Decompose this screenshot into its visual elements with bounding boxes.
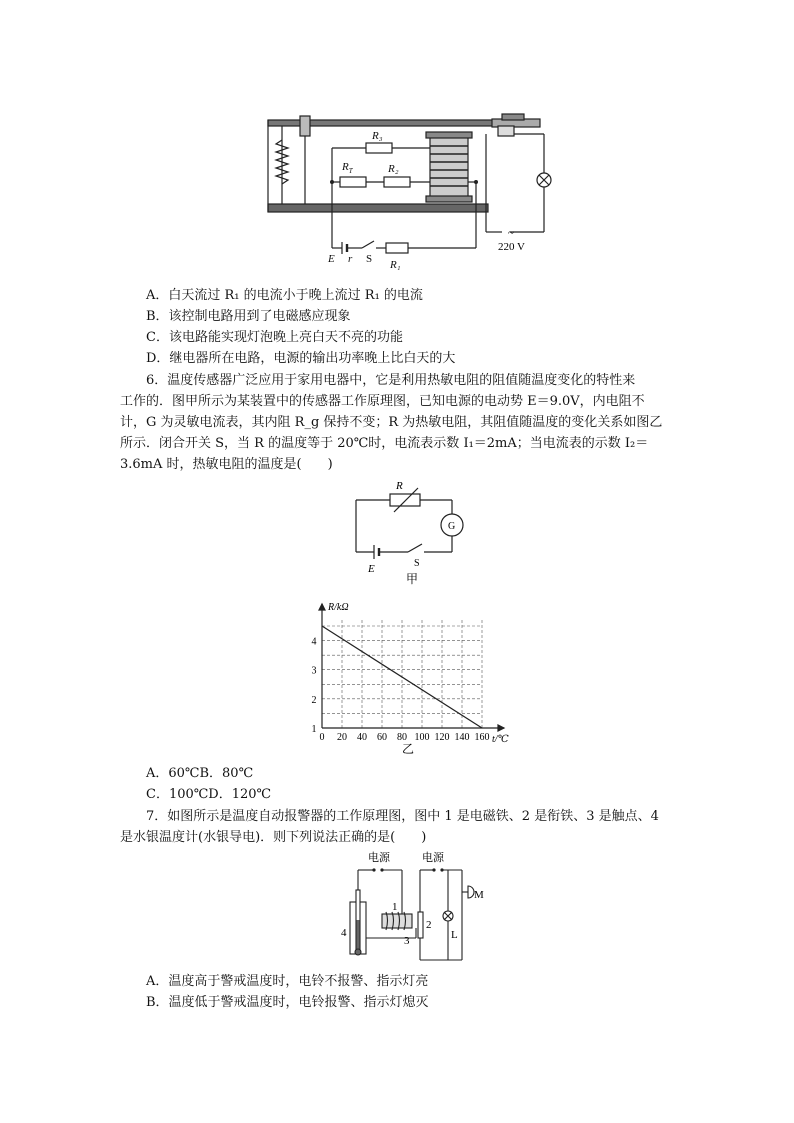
q6-line-2: 工作的．图甲所示为某装置中的传感器工作原理图，已知电源的电动势 E＝9.0V，内电阻不 <box>120 394 645 409</box>
x-tick-label: 80 <box>397 732 407 743</box>
label-power-2: 电源 <box>422 852 444 864</box>
label-g: G <box>448 521 456 532</box>
label-2: 2 <box>426 919 432 931</box>
label-3: 3 <box>404 935 410 947</box>
label-r: R <box>396 480 403 492</box>
x-tick-label: 20 <box>337 732 347 743</box>
q6-stem <box>120 370 680 475</box>
label-m: M <box>474 889 484 901</box>
label-r: r <box>348 253 353 265</box>
chart-caption: 乙 <box>402 742 415 756</box>
x-tick-label: 60 <box>377 732 387 743</box>
q5-option-b: B．该控制电路用到了电磁感应现象 <box>146 309 351 324</box>
y-axis-label: R/kΩ <box>328 602 349 613</box>
label-rt: $R_T$ <box>342 161 353 175</box>
q5-option-c: C．该电路能实现灯泡晚上亮白天不亮的功能 <box>146 330 403 345</box>
q6-line-4: 所示．闭合开关 S，当 R 的温度等于 20℃时，电流表示数 I₁＝2mA；当电流表的示数 I₂＝ <box>120 436 649 451</box>
y-tick-label: 3 <box>311 665 317 677</box>
q7-stem <box>120 806 680 848</box>
label-4: 4 <box>341 927 347 939</box>
y-tick-label: 2 <box>311 694 317 706</box>
label-e: E <box>328 253 335 265</box>
label-r3: R₃ <box>372 130 383 142</box>
relay-circuit-figure <box>262 112 558 274</box>
q6-line-3: 计，G 为灵敏电流表，其内阻 R_g 保持不变；R 为热敏电阻，其阻值随温度的变化关系如图乙 <box>120 415 663 430</box>
x-tick-label: 0 <box>319 732 325 743</box>
x-tick-label: 40 <box>357 732 367 743</box>
circuit-jia-figure <box>346 478 476 588</box>
label-r2: R₂ <box>388 163 399 175</box>
x-axis-label: t/℃ <box>492 734 509 745</box>
label-s: S <box>414 558 420 569</box>
q7-line-2: 是水银温度计(水银导电)．则下列说法正确的是( ) <box>120 830 427 845</box>
q6-line-5: 3.6mA 时，热敏电阻的温度是( ) <box>120 457 333 472</box>
chart-yi <box>306 596 516 756</box>
x-tick-label: 160 <box>474 732 490 743</box>
alarm-circuit-figure <box>338 850 488 968</box>
label-l: L <box>451 929 458 941</box>
q6-line-1: 6．温度传感器广泛应用于家用电器中，它是利用热敏电阻的阻值随温度变化的特性来 <box>146 373 636 388</box>
y-tick-label: 1 <box>311 724 317 735</box>
q7-option-b: B．温度低于警戒温度时，电铃报警、指示灯熄灭 <box>146 995 429 1010</box>
label-tilde: ~ <box>508 227 514 239</box>
y-tick-label: 4 <box>311 636 317 648</box>
label-220v: 220 V <box>498 241 525 253</box>
label-power-1: 电源 <box>368 852 390 864</box>
x-tick-label: 140 <box>454 732 470 743</box>
q5-option-d: D．继电器所在电路，电源的输出功率晚上比白天的大 <box>146 351 456 366</box>
x-tick-label: 120 <box>434 732 450 743</box>
label-s: S <box>366 253 373 265</box>
label-r1: R₁ <box>390 259 401 271</box>
q6-option-ab: A．60℃B．80℃ <box>146 766 254 781</box>
caption-jia: 甲 <box>406 572 419 586</box>
label-e: E <box>368 563 375 575</box>
label-1: 1 <box>392 901 398 913</box>
q5-option-a: A．白天流过 R₁ 的电流小于晚上流过 R₁ 的电流 <box>146 288 423 303</box>
q7-option-a: A．温度高于警戒温度时，电铃不报警、指示灯亮 <box>146 974 429 989</box>
x-tick-label: 100 <box>414 732 430 743</box>
q7-line-1: 7．如图所示是温度自动报警器的工作原理图，图中 1 是电磁铁、2 是衔铁、3 是触点、4 <box>146 809 659 824</box>
q6-option-cd: C．100℃D．120℃ <box>146 787 272 802</box>
